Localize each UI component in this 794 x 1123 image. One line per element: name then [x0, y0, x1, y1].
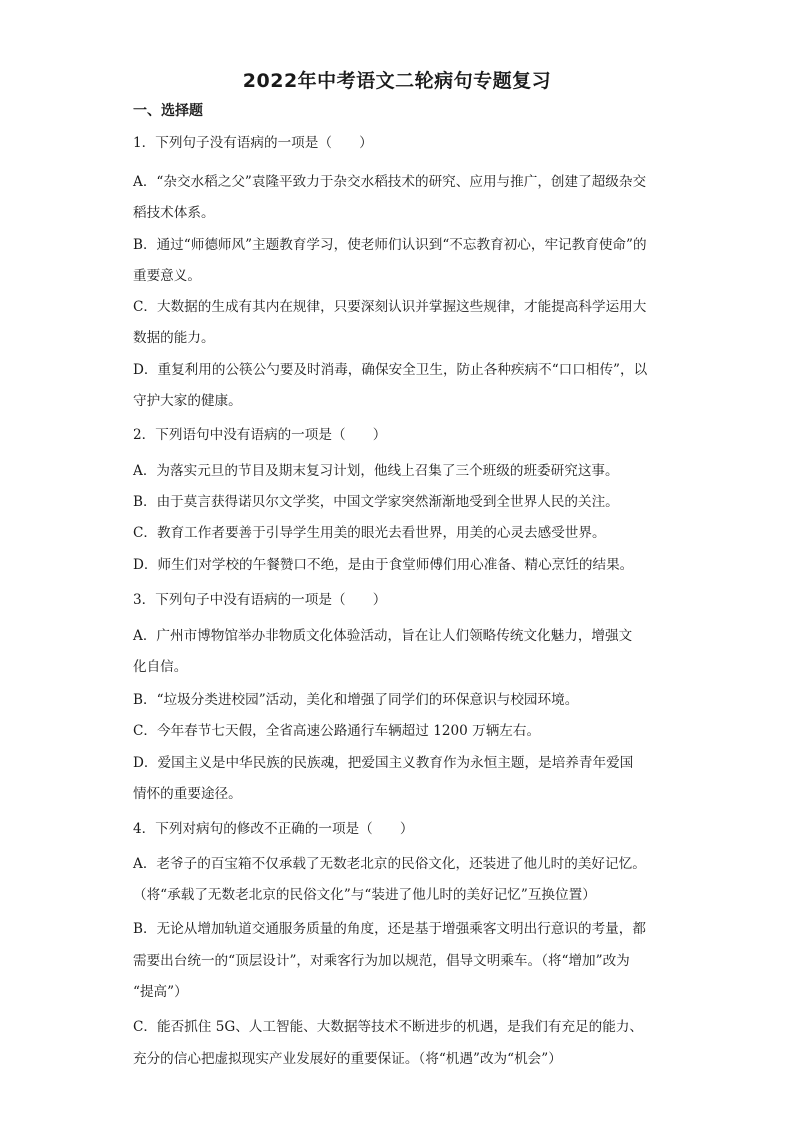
question-stem: 2．下列语句中没有语病的一项是（ ） [133, 427, 387, 443]
question-text-line: 情怀的重要途径。 [133, 786, 242, 802]
question-text-line: C．教育工作者要善于引导学生用美的眼光去看世界，用美的心灵去感受世界。 [133, 525, 606, 541]
question-text-line: 稻技术体系。 [133, 205, 215, 221]
question-stem: 1．下列句子没有语病的一项是（ ） [133, 135, 373, 151]
question-text-line: （将“承载了无数老北京的民俗文化”与“装进了他儿时的美好记忆”互换位置） [133, 887, 596, 903]
question-text-line: D．师生们对学校的午餐赞口不绝，是由于食堂师傅们用心准备、精心烹饪的结果。 [133, 557, 634, 573]
question-text-line: 充分的信心把虚拟现实产业发展好的重要保证。（将“机遇”改为“机会”） [133, 1051, 562, 1067]
question-text-line: “提高”） [133, 984, 188, 1000]
question-text-line: B．无论从增加轨道交通服务质量的角度，还是基于增强乘客文明出行意识的考量，都 [133, 921, 646, 937]
question-text-line: 数据的能力。 [133, 330, 215, 346]
question-text-line: B．由于莫言获得诺贝尔文学奖，中国文学家突然渐渐地受到全世界人民的关注。 [133, 494, 619, 510]
question-text-line: 需要出台统一的“顶层设计”，对乘客行为加以规范，倡导文明乘车。（将“增加”改为 [133, 953, 630, 969]
question-text-line: C．今年春节七天假，全省高速公路通行车辆超过 1200 万辆左右。 [133, 723, 541, 739]
question-text-line: B．“垃圾分类进校园”活动，美化和增强了同学们的环保意识与校园环境。 [133, 692, 579, 708]
question-stem: 3．下列句子中没有语病的一项是（ ） [133, 592, 387, 608]
question-text-line: C．能否抓住 5G、人工智能、大数据等技术不断进步的机遇，是我们有充足的能力、 [133, 1019, 644, 1035]
question-text-line: A．为落实元旦的节目及期末复习计划，他线上召集了三个班级的班委研究这事。 [133, 463, 619, 479]
question-text-line: B．通过“师德师风”主题教育学习，使老师们认识到“不忘教育初心，牢记教育使命”的 [133, 237, 647, 253]
page-title: 2022年中考语文二轮病句专题复习 [242, 70, 552, 92]
question-text-line: 化自信。 [133, 659, 188, 675]
question-text-line: 重要意义。 [133, 268, 201, 284]
section-heading: 一、选择题 [133, 103, 203, 119]
question-text-line: A．老爷子的百宝箱不仅承载了无数老北京的民俗文化，还装进了他儿时的美好记忆。 [133, 856, 646, 872]
question-text-line: D．重复利用的公筷公勺要及时消毒，确保安全卫生，防止各种疾病不“口口相传”，以 [133, 362, 648, 378]
question-text-line: A．广州市博物馆举办非物质文化体验活动，旨在让人们领略传统文化魅力，增强文 [133, 628, 633, 644]
question-text-line: 守护大家的健康。 [133, 393, 242, 409]
question-text-line: D．爱国主义是中华民族的民族魂，把爱国主义教育作为永恒主题，是培养青年爱国 [133, 755, 634, 771]
question-text-line: C．大数据的生成有其内在规律，只要深刻认识并掌握这些规律，才能提高科学运用大 [133, 299, 647, 315]
question-text-line: A．“杂交水稻之父”袁隆平致力于杂交水稻技术的研究、应用与推广，创建了超级杂交 [133, 174, 647, 190]
question-stem: 4．下列对病句的修改不正确的一项是（ ） [133, 821, 414, 837]
